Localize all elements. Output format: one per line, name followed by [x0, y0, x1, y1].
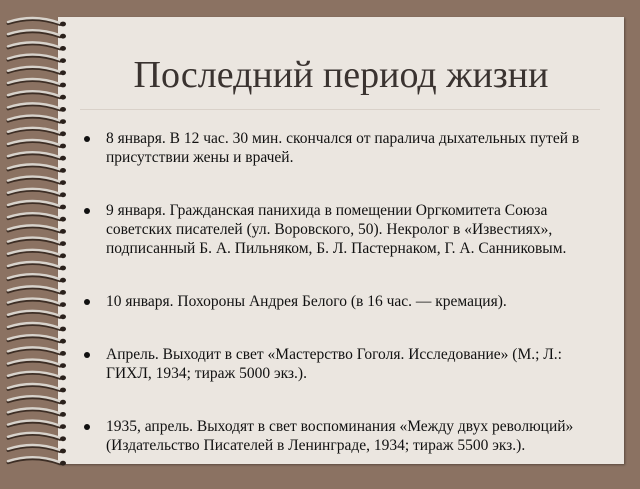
spiral-ring-icon [8, 274, 66, 282]
spiral-ring-icon [8, 189, 66, 197]
bullet-dot-icon [84, 352, 90, 358]
spiral-ring-icon [8, 128, 66, 136]
spiral-ring-icon [8, 164, 66, 172]
spiral-ring-icon [8, 238, 66, 246]
bullet-item [80, 129, 600, 167]
slide [58, 17, 624, 464]
spiral-ring-icon [8, 323, 66, 331]
spiral-ring-icon [8, 396, 66, 404]
bullet-text: 8 января. В 12 час. 30 мин. скончался от паралича дыхательных путей в присутствии жены и врачей. [106, 130, 580, 166]
spiral-ring-icon [8, 360, 66, 368]
spiral-ring-icon [8, 18, 66, 26]
bullet-dot-icon [84, 136, 90, 142]
bullet-dot-icon [84, 208, 90, 214]
spiral-ring-icon [8, 433, 66, 441]
spiral-ring-icon [8, 372, 66, 380]
bullet-item [80, 292, 600, 311]
spiral-ring-icon [8, 384, 66, 392]
spiral-ring-icon [8, 79, 66, 87]
spiral-ring-icon [8, 408, 66, 416]
spiral-ring-icon [8, 225, 66, 233]
spiral-ring-icon [8, 262, 66, 270]
bullet-dot-icon [84, 299, 90, 305]
spiral-ring-icon [8, 116, 66, 124]
bullet-text: 9 января. Гражданская панихида в помещении Оргкомитета Союза советских писателей (ул. Воровского, 50). Некролог в «Известиях», подписанный Б. А. Пильняком, Б. Л. Пастернаком, Г. А. Санниковым. [106, 202, 567, 257]
spiral-ring-icon [8, 335, 66, 343]
spiral-ring-icon [8, 299, 66, 307]
bullet-text: 10 января. Похороны Андрея Белого (в 16 час. — кремация). [106, 293, 507, 310]
bullet-text: Апрель. Выходит в свет «Мастерство Гоголя. Исследование» (М.; Л.: ГИХЛ, 1934; тираж 5000 экз.). [106, 346, 562, 382]
spiral-ring-icon [8, 201, 66, 209]
slide-title: Последний период жизни [133, 54, 549, 96]
bullet-item [80, 345, 600, 383]
spiral-ring-icon [8, 67, 66, 75]
spiral-ring-icon [8, 457, 66, 465]
spiral-ring-icon [8, 55, 66, 63]
spiral-ring-icon [8, 250, 66, 258]
spiral-ring-icon [8, 347, 66, 355]
spiral-ring-icon [8, 30, 66, 38]
spiral-ring-icon [8, 213, 66, 221]
spiral-ring-icon [8, 421, 66, 429]
spiral-ring-icon [8, 103, 66, 111]
spiral-ring-icon [8, 445, 66, 453]
spiral-ring-icon [8, 152, 66, 160]
spiral-binding [0, 0, 80, 480]
spiral-ring-icon [8, 91, 66, 99]
bullet-item [80, 417, 600, 455]
title-divider [80, 109, 600, 110]
spiral-ring-icon [8, 311, 66, 319]
spiral-ring-icon [8, 286, 66, 294]
bullet-dot-icon [84, 424, 90, 430]
bullet-text: 1935, апрель. Выходят в свет воспоминания «Между двух революций» (Издательство Писателей в Ленинграде, 1934; тираж 5500 экз.). [106, 418, 574, 454]
spiral-ring-icon [8, 177, 66, 185]
bullet-item [80, 201, 600, 258]
spiral-ring-icon [8, 140, 66, 148]
bullet-list [80, 129, 600, 489]
spiral-ring-icon [8, 42, 66, 50]
